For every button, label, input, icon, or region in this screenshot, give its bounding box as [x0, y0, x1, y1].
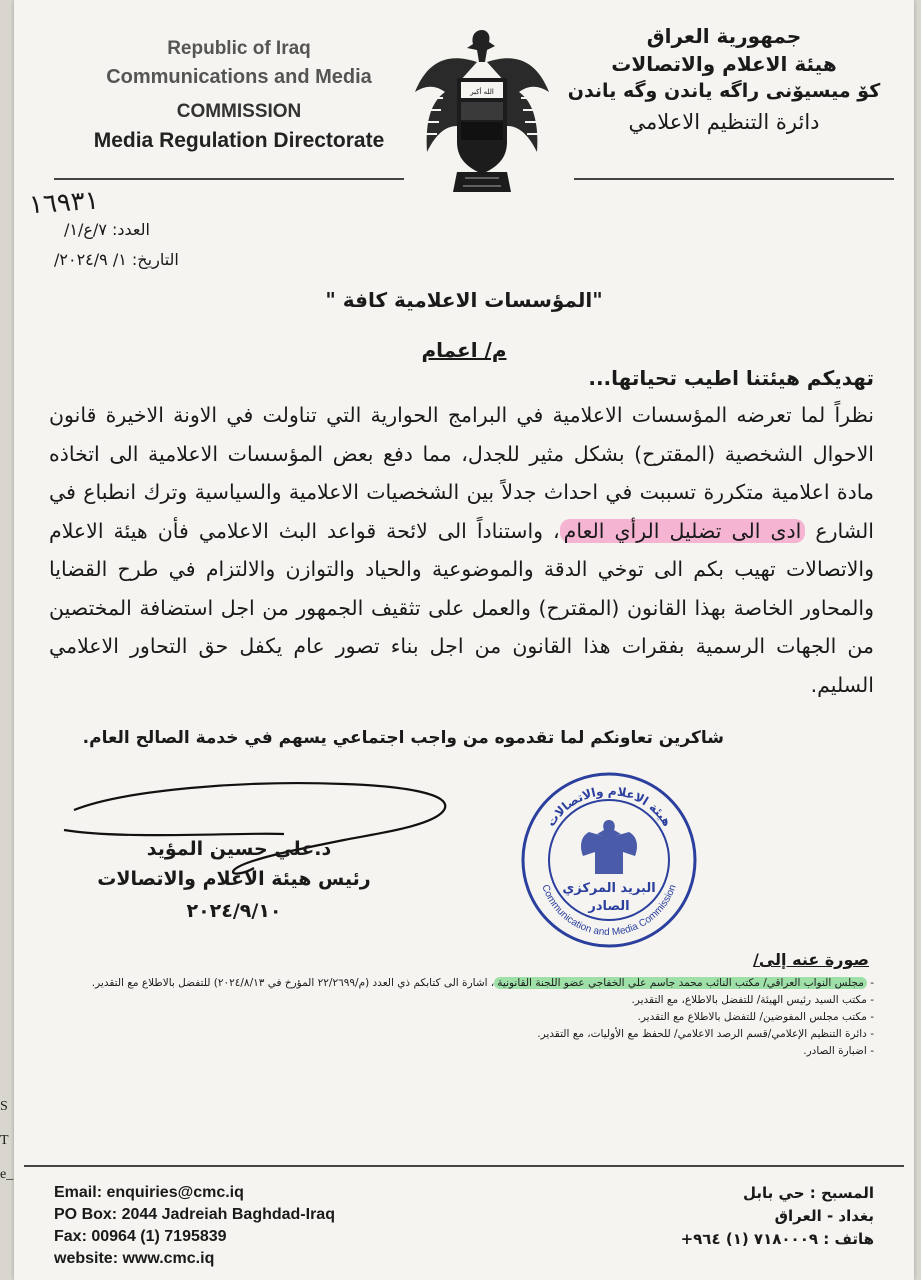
footer-address-ar: [614, 1182, 874, 1251]
edge-char: T: [0, 1133, 9, 1148]
cc-item: - مكتب مجلس المفوضين/ للتفضل بالاطلاع مع التقدير.: [34, 1009, 874, 1026]
handwritten-reference-number: ١٦٩٣١: [28, 185, 100, 221]
header-commission: COMMISSION: [176, 101, 302, 122]
header-divider-left: [54, 178, 404, 180]
footer-divider: [24, 1165, 904, 1167]
highlighted-phrase: ادى الى تضليل الرأي العام: [560, 519, 806, 543]
body-text-part2: ، واستناداً الى لائحة قواعد البث الاعلامي فأن هيئة الاعلام والاتصالات تهيب بكم الى توخي الدقة والموضوعية والحياد والتوازن والالتزام في طرح القضايا والمحاور الخاصة بهذا القانون (المقترح) والعمل على تثقيف الجمهور من اجل استضافة المختصين من الجهات الرسمية بفقرات هذا القانون من اجل بناء تصور عام يكفل حق التحاور الاعلامي السليم.: [49, 518, 874, 697]
signature-date: ٢٠٢٤/٩/١٠: [186, 900, 282, 922]
signatory-title: رئيس هيئة الاعلام والاتصالات: [97, 868, 371, 890]
edge-char: S: [0, 1099, 8, 1114]
letter-body: [49, 396, 874, 704]
seal-arabic-ring: هيئة الاعلام والاتصالات: [543, 783, 675, 829]
edge-char: e_: [0, 1167, 14, 1182]
seal-outgoing: الصادر: [588, 899, 630, 914]
header-divider-right: [574, 178, 894, 180]
footer-phone: هاتف : ٧١٨٠٠٠٩ (١) ٩٦٤+: [680, 1230, 874, 1248]
subject: م/ اعمام: [421, 338, 507, 362]
closing-line: شاكرين تعاونكم لما تقدموه من واجب اجتماعي يسهم في خدمة الصالح العام.: [82, 728, 724, 748]
cc-item: [34, 975, 874, 992]
cc-item: - دائرة التنظيم الإعلامي/قسم الرصد الاعلامي/ للحفظ مع الأوليات، مع التقدير.: [34, 1026, 874, 1043]
greeting: تهديكم هيئتنا اطيب تحياتها...: [588, 366, 874, 390]
footer-area: المسبح : حي بابل: [743, 1184, 874, 1202]
footer-city: بغداد - العراق: [774, 1207, 874, 1225]
footer-pobox: PO Box: 2044 Jadreiah Baghdad-Iraq: [54, 1206, 335, 1223]
page-edge-fragment: [0, 1090, 14, 1190]
footer-fax: Fax: 00964 (1) 7195839: [54, 1228, 227, 1245]
header-directorate-ar: دائرة التنظيم الاعلامي: [628, 110, 820, 134]
seal-central-post: البريد المركزي: [562, 881, 656, 896]
emblem-text: الله أكبر: [470, 88, 494, 96]
iraq-eagle-emblem-icon: [407, 22, 557, 202]
cc-title: صورة عنه إلى/: [753, 950, 869, 969]
header-arabic: [559, 24, 889, 134]
cc-item-text: ، اشارة الى كتابكم ذي العدد (م/٢٢/٢٦٩٩ المؤرخ في ٢٠٢٤/٨/١٣) للتفضل بالاطلاع مع التقدير.: [91, 977, 495, 989]
footer-contact: [54, 1182, 474, 1270]
header-commission-kurdish: كۆ میسیۆنی راگه یاندن وگه یاندن: [567, 80, 881, 102]
cc-item-highlighted: مجلس النواب العراقي/ مكتب النائب محمد جاسم علي الخفاجي عضو اللجنة القانونية: [494, 977, 867, 989]
letter-page: [14, 0, 914, 1280]
reference-number: العدد: ٧/ع/١/: [64, 220, 150, 239]
cc-list: [34, 975, 874, 1060]
header-english: [74, 38, 404, 159]
seal-english-ring: Communication and Media Commission: [539, 883, 679, 939]
cc-item: - اضبارة الصادر.: [34, 1043, 874, 1060]
cc-item: - مكتب السيد رئيس الهيئة/ للتفضل بالاطلاع، مع التقدير.: [34, 992, 874, 1009]
header-republic-ar: جمهورية العراق: [646, 24, 802, 48]
signature-scrawl: [44, 770, 464, 880]
signatory-name: د.علي حسين المؤيد: [146, 838, 332, 860]
header-republic: Republic of Iraq: [167, 38, 311, 59]
official-seal-stamp: [519, 770, 699, 950]
header-directorate: Media Regulation Directorate: [93, 129, 385, 152]
footer-email: Email: enquiries@cmc.iq: [54, 1184, 244, 1201]
header-commission-name: Communications and Media: [106, 66, 372, 88]
addressee: "المؤسسات الاعلامية كافة ": [325, 288, 603, 312]
body-text-part1: نظراً لما تعرضه المؤسسات الاعلامية في البرامج الحوارية التي تناولت في الاونة الاخيرة قانون الاحوال الشخصية (المقترح) بشكل مثير للجدل، مما دفع بعض المؤسسات الاعلامية الى اتخاذه مادة اعلامية متكررة تسببت في احداث جدلاً بين الشخصيات الاعلامية والسياسية وترك انطباع في الشارع: [49, 403, 874, 543]
header-commission-ar: هيئة الاعلام والاتصالات: [611, 52, 837, 76]
footer-website: website: www.cmc.iq: [54, 1250, 215, 1267]
reference-date: التاريخ: ١/ ٢٠٢٤/٩/: [54, 250, 179, 269]
